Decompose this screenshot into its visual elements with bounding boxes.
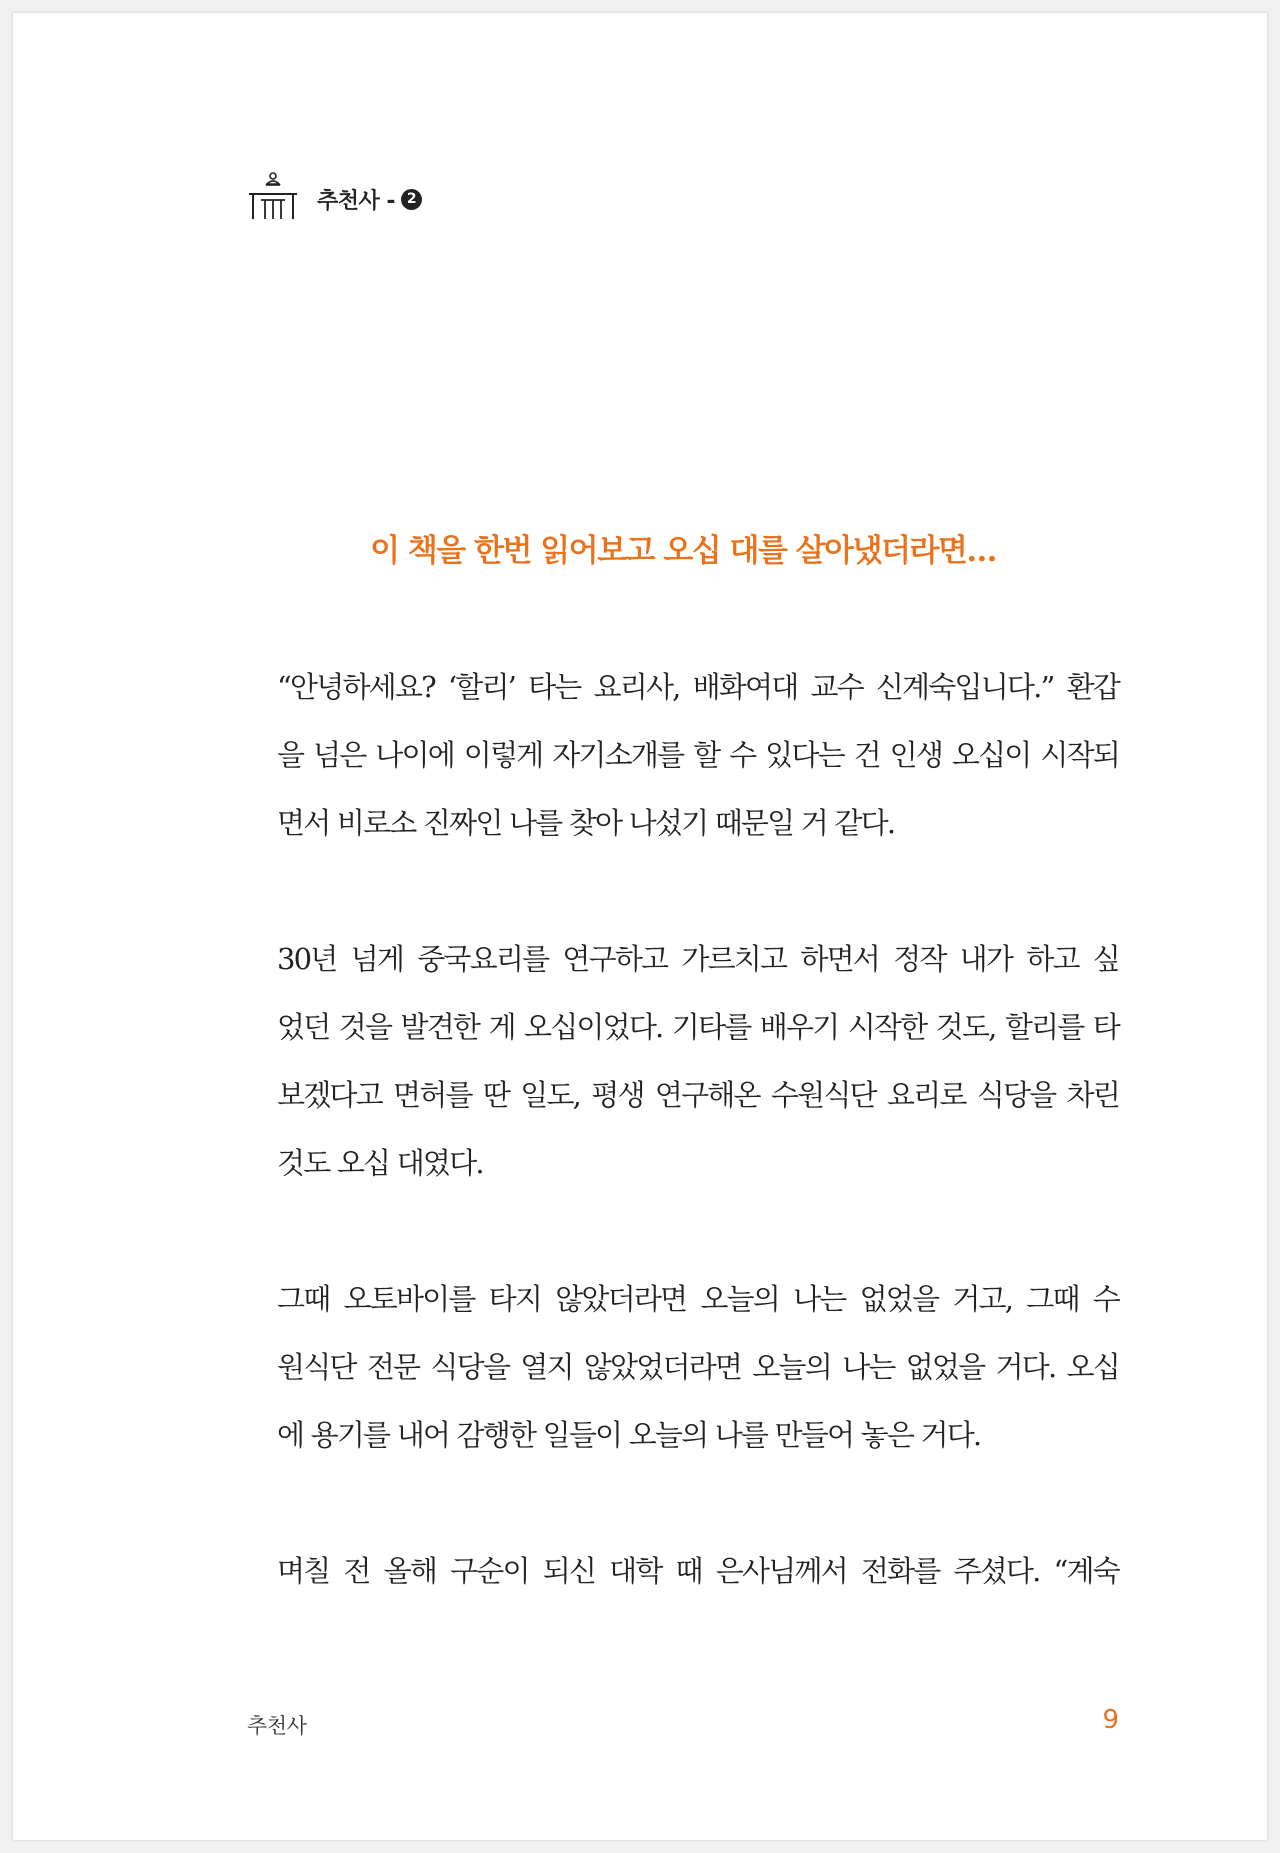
- text-line: 보겠다고 면허를 딴 일도, 평생 연구해온 수원식단 요리로 식당을 차린: [277, 1078, 1119, 1112]
- text-line: 것도 오십 대였다.: [277, 1146, 483, 1180]
- text-line: 며칠 전 올해 구순이 되신 대학 때 은사님께서 전화를 주셨다. “계숙: [277, 1554, 1119, 1588]
- section-header: [247, 171, 422, 221]
- section-label-text: 추천사 -: [317, 188, 396, 214]
- body-text: [247, 653, 1119, 1673]
- paragraph-2: [247, 925, 1119, 1197]
- section-label: [317, 184, 422, 215]
- text-line: 30년 넘게 중국요리를 연구하고 가르치고 하면서 정작 내가 하고 싶: [277, 942, 1119, 976]
- text-line: 면서 비로소 진짜인 나를 찾아 나섰기 때문일 거 같다.: [277, 806, 895, 840]
- paragraph-1: [247, 653, 1119, 857]
- text-line: 에 용기를 내어 감행한 일들이 오늘의 나를 만들어 놓은 거다.: [277, 1418, 981, 1452]
- paragraph-4: [247, 1537, 1119, 1605]
- chapter-title: 이 책을 한번 읽어보고 오십 대를 살아냈더라면…: [370, 533, 996, 569]
- paragraph-3: [247, 1265, 1119, 1469]
- section-number-badge: 2: [401, 189, 422, 210]
- text-line: 원식단 전문 식당을 열지 않았었더라면 오늘의 나는 없었을 거다. 오십: [277, 1350, 1119, 1384]
- text-line: 그때 오토바이를 타지 않았더라면 오늘의 나는 없었을 거고, 그때 수: [277, 1282, 1119, 1316]
- book-page: [13, 13, 1267, 1840]
- podium-icon: [247, 171, 299, 221]
- text-line: “안녕하세요? ‘할리’ 타는 요리사, 배화여대 교수 신계숙입니다.” 환갑: [277, 670, 1119, 704]
- footer-section-name: 추천사: [247, 1714, 307, 1738]
- text-line: 었던 것을 발견한 게 오십이었다. 기타를 배우기 시작한 것도, 할리를 타: [277, 1010, 1119, 1044]
- text-line: 을 넘은 나이에 이렇게 자기소개를 할 수 있다는 건 인생 오십이 시작되: [277, 738, 1119, 772]
- page-number: 9: [1102, 1705, 1119, 1735]
